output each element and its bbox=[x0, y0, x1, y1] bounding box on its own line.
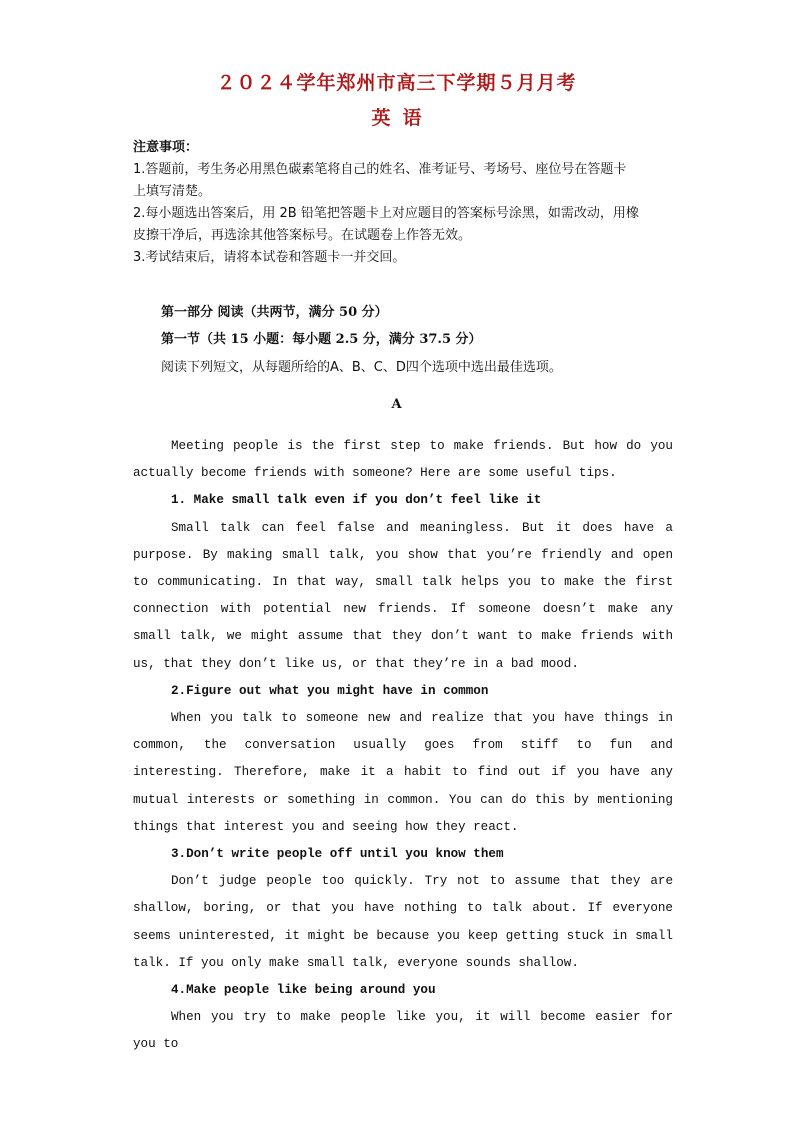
notice-line: 1.答题前，考生务必用黑色碳素笔将自己的姓名、准考证号、考场号、座位号在答题卡 bbox=[133, 162, 627, 177]
section-instruction: 阅读下列短文，从每题所给的A、B、C、D四个选项中选出最佳选项。 bbox=[161, 360, 562, 375]
notice-heading: 注意事项： bbox=[133, 140, 199, 155]
tip-body: Don’t judge people too quickly. Try not to assume that they are shallow, boring, or that you have nothing to talk about. If everyone seems uninterested, it might be because you keep getting stuck in small talk. If you only make small talk, everyone sounds shallow. bbox=[133, 874, 673, 970]
notice-line: 上填写清楚。 bbox=[133, 184, 212, 199]
subject-title: 英语 bbox=[371, 107, 434, 129]
tip-heading: 2.Figure out what you might have in common bbox=[171, 683, 489, 698]
tip-body: Small talk can feel false and meaningless. But it does have a purpose. By making small talk, you show that you’re friendly and open to communicating. In that way, small talk helps you to make the first connection with potential new friends. If someone doesn’t make any small talk, we might assume that they don’t want to make friends with us, that they don’t like us, or that they’re in a bad mood. bbox=[133, 520, 673, 671]
tip-heading: 3.Don’t write people off until you know them bbox=[171, 847, 504, 862]
passage-intro: Meeting people is the first step to make friends. But how do you actually become friends with someone? Here are some useful tips. bbox=[133, 439, 673, 481]
notice-line: 2.每小题选出答案后，用 2B 铅笔把答题卡上对应题目的答案标号涂黑，如需改动，用橡 bbox=[133, 206, 639, 221]
tip-body: When you try to make people like you, it will become easier for you to bbox=[133, 1010, 673, 1052]
tip-heading: 1. Make small talk even if you don’t feel like it bbox=[171, 493, 542, 508]
tip-heading: 4.Make people like being around you bbox=[171, 983, 436, 998]
tip-body: When you talk to someone new and realize that you have things in common, the conversation usually goes from stiff to fun and interesting. Therefore, make it a habit to find out if you have any mutual interests or something in common. You can do this by mentioning things that interest you and seeing how they react. bbox=[133, 711, 673, 834]
subsection-title: 第一节（共 15 小题：每小题 2.5 分，满分 37.5 分） bbox=[161, 332, 482, 347]
notice-line: 皮擦干净后，再选涂其他答案标号。在试题卷上作答无效。 bbox=[133, 228, 472, 243]
passage-body bbox=[133, 433, 673, 1059]
part-title: 第一部分 阅读（共两节，满分 50 分） bbox=[161, 305, 388, 320]
exam-title: ２０２４学年郑州市高三下学期５月月考 bbox=[216, 72, 577, 94]
passage-label: A bbox=[391, 397, 402, 412]
notice-line: 3.考试结束后，请将本试卷和答题卡一并交回。 bbox=[133, 250, 406, 265]
notice-list bbox=[133, 159, 673, 269]
